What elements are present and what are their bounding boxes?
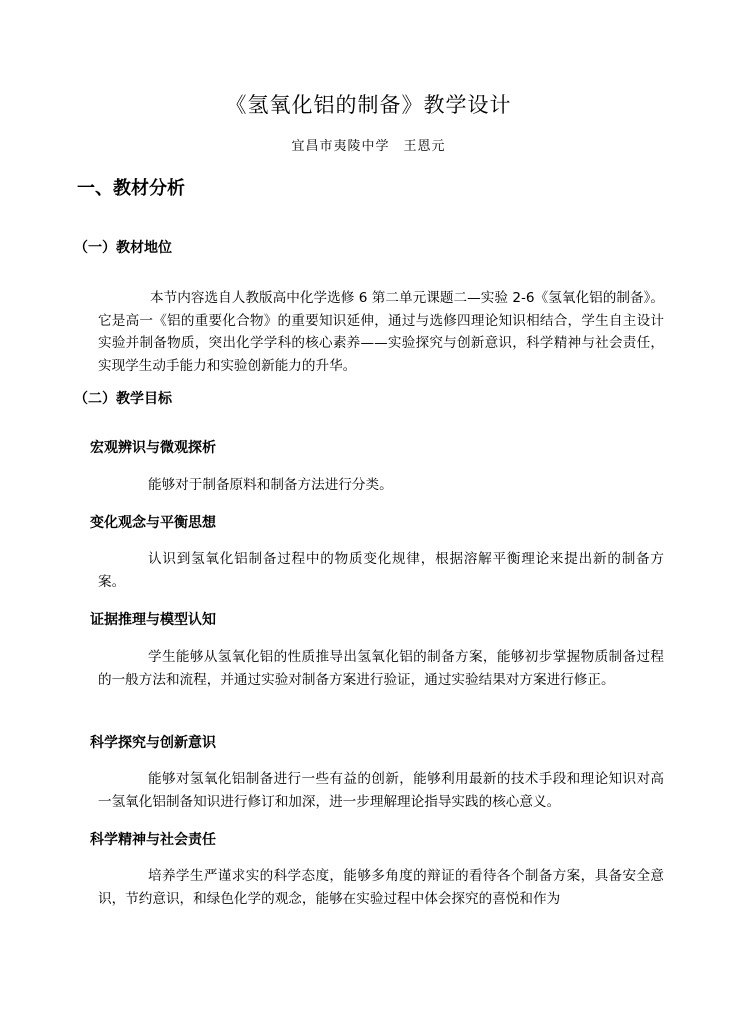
author-school: 宜昌市夷陵中学	[291, 139, 390, 154]
goal-heading-change-equilibrium: 变化观念与平衡思想	[90, 515, 216, 531]
goal-text-macro-micro: 能够对于制备原料和制备方法进行分类。	[148, 477, 393, 493]
author-line	[0, 137, 737, 157]
goal-heading-spirit-responsibility: 科学精神与社会责任	[90, 832, 216, 848]
paragraph-textbook-status: 本节内容选自人教版高中化学选修 6 第二单元课题二—实验 2-6《氢氧化铝的制备》。它是高一《铝的重要化合物》的重要知识延伸，通过与选修四理论知识相结合，学生自主设计实验并制备物质，突出化学学科的核心素养——实验探究与创新意识，科学精神与社会责任，实现学生动手能力和实验创新能力的升华。	[98, 290, 664, 374]
subsection-heading-textbook-status: （一）教材地位	[74, 240, 172, 256]
document-title: 《氢氧化铝的制备》教学设计	[225, 93, 512, 117]
goal-heading-inquiry-innovation: 科学探究与创新意识	[90, 735, 216, 751]
goal-heading-macro-micro: 宏观辨识与微观探析	[90, 440, 216, 456]
goal-heading-evidence-model: 证据推理与模型认知	[90, 612, 216, 628]
author-name: 王恩元	[403, 139, 446, 154]
goal-text-change-equilibrium: 认识到氢氧化铝制备过程中的物质变化规律，根据溶解平衡理论来提出新的制备方案。	[98, 551, 664, 590]
subsection-heading-teaching-goals: （二）教学目标	[74, 391, 172, 407]
goal-text-spirit-responsibility: 培养学生严谨求实的科学态度，能够多角度的辩证的看待各个制备方案，具备安全意识，节约意识，和绿色化学的观念，能够在实验过程中体会探究的喜悦和作为	[98, 868, 664, 907]
goal-text-inquiry-innovation: 能够对氢氧化铝制备进行一些有益的创新，能够利用最新的技术手段和理论知识对高一氢氧化铝制备知识进行修订和加深，进一步理解理论指导实践的核心意义。	[98, 771, 664, 810]
goal-text-evidence-model: 学生能够从氢氧化铝的性质推导出氢氧化铝的制备方案，能够初步掌握物质制备过程的一般方法和流程，并通过实验对制备方案进行验证，通过实验结果对方案进行修正。	[98, 649, 664, 688]
section-heading-textbook-analysis: 一、教材分析	[77, 178, 185, 199]
